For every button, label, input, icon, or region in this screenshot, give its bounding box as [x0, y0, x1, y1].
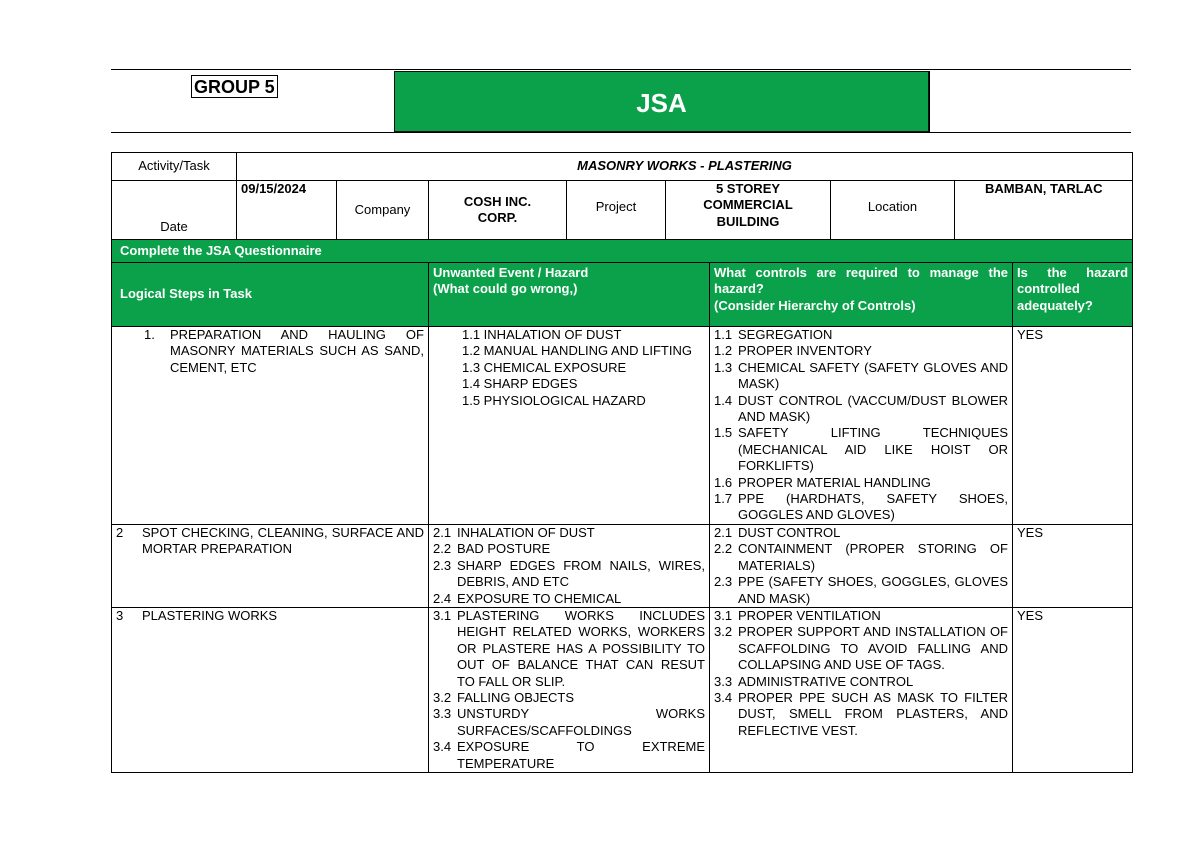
project-value-line-1: 5 STOREY	[715, 181, 781, 196]
table-row	[112, 607, 1133, 772]
date-value: 09/15/2024	[237, 181, 337, 240]
table-row	[112, 327, 1133, 525]
hazard-text: BAD POSTURE	[457, 541, 551, 557]
control-item	[714, 360, 1008, 393]
control-text: SAFETY LIFTING TECHNIQUES (MECHANICAL AID LIKE HOIST OR FORKLIFTS)	[738, 425, 1008, 474]
company-value	[429, 181, 567, 240]
hazard-number: 2.1	[433, 524, 452, 540]
hazard-cell	[429, 327, 710, 525]
control-item	[714, 674, 1008, 690]
hazard-number: 3.1	[433, 607, 452, 623]
questionnaire-banner-row	[112, 240, 1133, 263]
hazard-item	[433, 608, 705, 690]
hazard-cell	[429, 524, 710, 607]
control-number: 1.3	[714, 359, 733, 375]
control-item	[714, 608, 1008, 624]
hazard-text: FALLING OBJECTS	[457, 689, 575, 705]
hazard-number: 2.3	[433, 557, 452, 573]
jsa-title: JSA	[636, 88, 687, 118]
control-item	[714, 690, 1008, 739]
controls-list	[714, 327, 1008, 524]
hazard-number: 2.2	[433, 541, 452, 557]
col-header-adequate: Is the hazard controlled adequately?	[1013, 263, 1133, 327]
control-number: 1.5	[714, 425, 733, 441]
control-number: 1.1	[714, 327, 733, 342]
control-number: 2.2	[714, 541, 733, 557]
hazard-text: PLASTERING WORKS INCLUDES HEIGHT RELATED WORKS, WORKERS OR PLASTERE HAS A POSSIBILITY TO OUT OF BALANCE THAT CAN RESUT TO FALL OR SLIP.	[457, 607, 705, 689]
step-cell	[112, 607, 429, 772]
hazard-list	[462, 327, 705, 409]
project-value-line-3: BUILDING	[716, 213, 780, 229]
step-number: 1.	[144, 327, 155, 342]
questionnaire-banner: Complete the JSA Questionnaire	[112, 240, 1133, 263]
group-label: GROUP 5	[191, 75, 278, 98]
adequate-cell: YES	[1013, 524, 1133, 607]
hazard-number: 3.2	[433, 689, 452, 705]
control-number: 1.4	[714, 392, 733, 408]
control-text: DUST CONTROL (VACCUM/DUST BLOWER AND MASK)	[738, 392, 1008, 425]
hazard-text: EXPOSURE TO EXTREME TEMPERATURE	[457, 739, 705, 771]
control-text: PPE (HARDHATS, SAFETY SHOES, GOGGLES AND GLOVES)	[738, 491, 1008, 523]
control-item	[714, 327, 1008, 343]
hazard-cell	[429, 607, 710, 772]
control-number: 1.7	[714, 491, 733, 507]
hazard-number: 2.4	[433, 590, 452, 606]
hazard-item	[433, 739, 705, 772]
control-text: CHEMICAL SAFETY (SAFETY GLOVES AND MASK)	[738, 359, 1008, 392]
document-header	[111, 69, 1131, 133]
step-text: PREPARATION AND HAULING OF MASONRY MATERIALS SUCH AS SAND, CEMENT, ETC	[170, 327, 424, 375]
hazard-item	[433, 525, 705, 541]
project-value-line-2: COMMERCIAL	[703, 197, 793, 213]
company-label: Company	[337, 181, 429, 240]
hazard-list	[433, 608, 705, 772]
controls-cell	[710, 607, 1013, 772]
jsa-table	[111, 152, 1133, 773]
control-item	[714, 525, 1008, 541]
control-number: 3.1	[714, 607, 733, 623]
activity-title: MASONRY WORKS - PLASTERING	[237, 153, 1133, 181]
control-item	[714, 574, 1008, 607]
control-text: PPE (SAFETY SHOES, GOGGLES, GLOVES AND MASK)	[738, 574, 1008, 606]
adequate-cell: YES	[1013, 327, 1133, 525]
control-number: 1.6	[714, 474, 733, 490]
hazard-item: 1.3 CHEMICAL EXPOSURE	[462, 359, 627, 375]
jsa-title-banner	[394, 71, 929, 132]
activity-label: Activity/Task	[112, 153, 237, 181]
control-number: 3.4	[714, 689, 733, 705]
col-header-controls	[710, 263, 1013, 327]
control-text: SEGREGATION	[738, 327, 833, 342]
col-header-hazard-line-2: (What could go wrong,)	[433, 281, 578, 297]
col-header-steps: Logical Steps in Task	[112, 263, 429, 327]
control-number: 3.3	[714, 673, 733, 689]
control-item	[714, 343, 1008, 359]
step-number: 2	[116, 524, 124, 540]
col-header-controls-line-2: (Consider Hierarchy of Controls)	[714, 297, 916, 313]
hazard-number: 3.3	[433, 706, 452, 722]
adequate-cell: YES	[1013, 607, 1133, 772]
header-blank-cell	[929, 71, 1131, 132]
control-item	[714, 491, 1008, 524]
controls-cell	[710, 327, 1013, 525]
control-item	[714, 541, 1008, 574]
hazard-text: INHALATION OF DUST	[457, 524, 595, 540]
info-row	[112, 181, 1133, 240]
hazard-item: 1.5 PHYSIOLOGICAL HAZARD	[462, 392, 646, 408]
table-row	[112, 524, 1133, 607]
hazard-item: 1.4 SHARP EDGES	[462, 376, 578, 392]
hazard-text: UNSTURDY WORKS SURFACES/SCAFFOLDINGS	[457, 706, 705, 738]
controls-list	[714, 608, 1008, 739]
project-value	[666, 181, 831, 240]
hazard-number: 3.4	[433, 739, 452, 755]
step-number: 3	[116, 607, 124, 623]
control-item	[714, 624, 1008, 673]
hazard-item	[433, 541, 705, 557]
hazard-list	[433, 525, 705, 607]
step-cell	[112, 524, 429, 607]
col-header-hazard-line-1: Unwanted Event / Hazard	[433, 265, 589, 280]
hazard-item: 1.1 INHALATION OF DUST	[462, 327, 622, 342]
col-header-hazard	[429, 263, 710, 327]
control-text: PROPER INVENTORY	[738, 343, 872, 359]
activity-row	[112, 153, 1133, 181]
control-number: 1.2	[714, 343, 733, 359]
control-number: 3.2	[714, 624, 733, 640]
control-item	[714, 475, 1008, 491]
step-text: PLASTERING WORKS	[142, 607, 278, 623]
column-header-row	[112, 263, 1133, 327]
step	[116, 608, 424, 624]
step	[144, 327, 424, 376]
control-text: CONTAINMENT (PROPER STORING OF MATERIALS)	[738, 541, 1008, 573]
control-item	[714, 425, 1008, 474]
project-label: Project	[567, 181, 666, 240]
col-header-controls-line-1: What controls are required to manage the hazard?	[714, 265, 1008, 297]
location-value: BAMBAN, TARLAC	[955, 181, 1133, 240]
control-text: PROPER MATERIAL HANDLING	[738, 474, 931, 490]
control-text: PROPER SUPPORT AND INSTALLATION OF SCAFFOLDING TO AVOID FALLING AND COLLAPSING AND USE OF TAGS.	[738, 624, 1008, 673]
hazard-item: 1.2 MANUAL HANDLING AND LIFTING	[462, 343, 692, 359]
step	[116, 525, 424, 558]
company-value-line-1: COSH INC.	[463, 193, 532, 209]
control-text: ADMINISTRATIVE CONTROL	[738, 673, 914, 689]
step-text: SPOT CHECKING, CLEANING, SURFACE AND MORTAR PREPARATION	[142, 524, 424, 557]
hazard-item	[433, 706, 705, 739]
hazard-item	[433, 558, 705, 591]
location-label: Location	[831, 181, 955, 240]
hazard-text: EXPOSURE TO CHEMICAL	[457, 590, 622, 606]
control-text: PROPER PPE SUCH AS MASK TO FILTER DUST, SMELL FROM PLASTERS, AND REFLECTIVE VEST.	[738, 689, 1008, 738]
controls-cell	[710, 524, 1013, 607]
control-text: PROPER VENTILATION	[738, 607, 881, 623]
control-text: DUST CONTROL	[738, 524, 841, 540]
control-number: 2.1	[714, 524, 733, 540]
control-item	[714, 393, 1008, 426]
hazard-item	[433, 690, 705, 706]
controls-list	[714, 525, 1008, 607]
date-label: Date	[112, 181, 237, 240]
hazard-item	[433, 591, 705, 607]
control-number: 2.3	[714, 574, 733, 590]
hazard-text: SHARP EDGES FROM NAILS, WIRES, DEBRIS, AND ETC	[457, 557, 705, 590]
company-value-line-2: CORP.	[477, 210, 518, 225]
step-cell	[112, 327, 429, 525]
